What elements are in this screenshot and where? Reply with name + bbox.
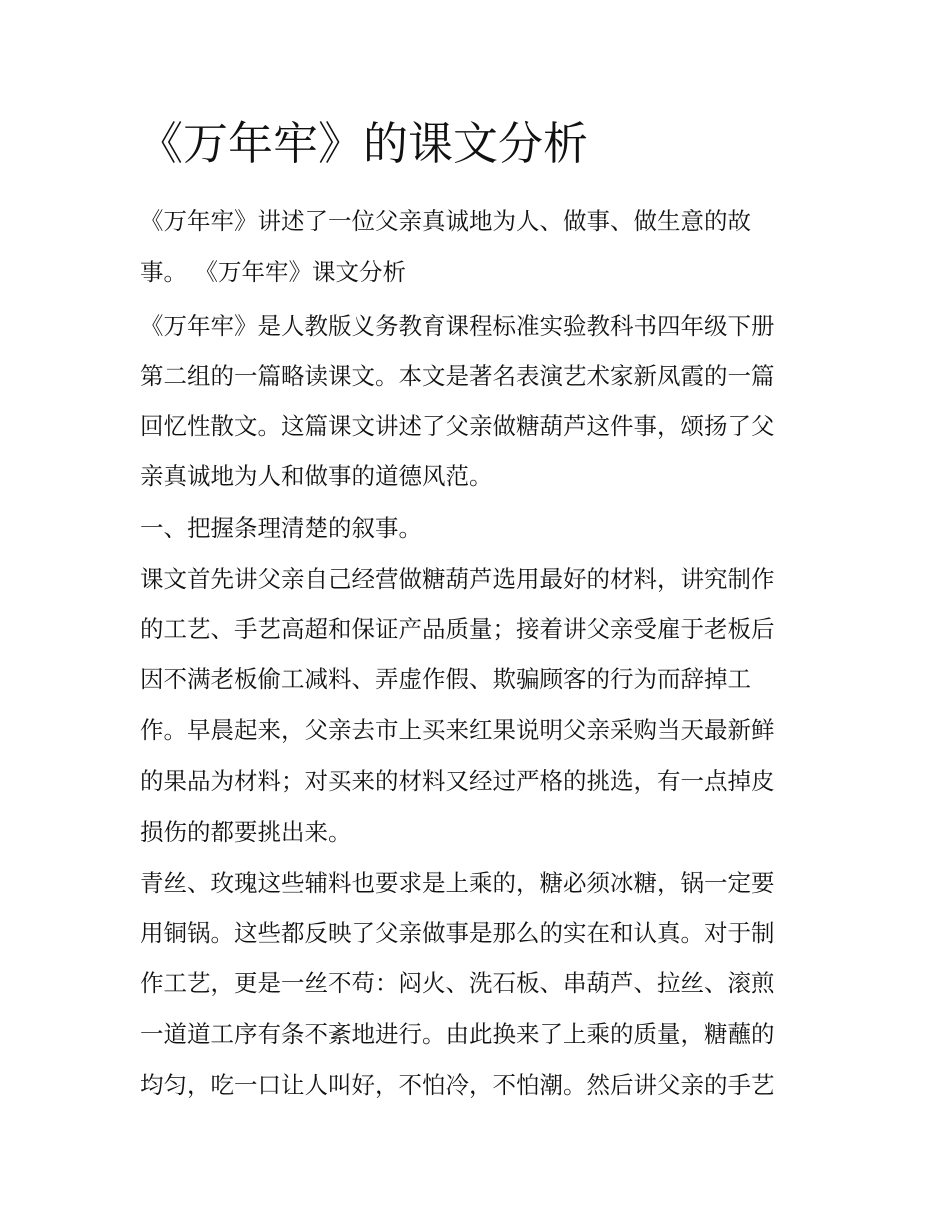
paragraph-line: 第二组的一篇略读课文。本文是著名表演艺术家新凤霞的一篇 [140,362,775,390]
paragraph-line: 回忆性散文。这篇课文讲述了父亲做糖葫芦这件事，颂扬了父 [140,412,775,440]
paragraph-line: 青丝、玫瑰这些辅料也要求是上乘的，糖必须冰糖，锅一定要 [140,869,775,897]
paragraph-line: 损伤的都要挑出来。 [140,818,352,846]
paragraph-line: 《万年牢》是人教版义务教育课程标准实验教科书四年级下册 [140,312,775,340]
paragraph-line: 用铜锅。这些都反映了父亲做事是那么的实在和认真。对于制 [140,919,775,947]
paragraph-line: 的果品为材料；对买来的材料又经过严格的挑选，有一点掉皮 [140,767,775,795]
section-heading: 一、把握条理清楚的叙事。 [140,514,422,542]
paragraph-line: 《万年牢》讲述了一位父亲真诚地为人、做事、做生意的故 [140,207,751,235]
paragraph-line: 作。早晨起来，父亲去市上买来红果说明父亲采购当天最新鲜 [140,716,775,744]
paragraph-line: 的工艺、手艺高超和保证产品质量；接着讲父亲受雇于老板后 [140,615,775,643]
paragraph-line: 一道道工序有条不紊地进行。由此换来了上乘的质量，糖蘸的 [140,1020,775,1048]
paragraph-line: 因不满老板偷工减料、弄虚作假、欺骗顾客的行为而辞掉工 [140,665,751,693]
document-title: 《万年牢》的课文分析 [138,117,589,170]
paragraph-line: 亲真诚地为人和做事的道德风范。 [140,462,493,490]
paragraph-line: 作工艺，更是一丝不苟：闷火、洗石板、串葫芦、拉丝、滚煎 [140,969,775,997]
paragraph-line: 事。 《万年牢》课文分析 [140,258,406,286]
paragraph-line: 均匀，吃一口让人叫好，不怕冷，不怕潮。然后讲父亲的手艺 [140,1071,775,1099]
paragraph-line: 课文首先讲父亲自己经营做糖葫芦选用最好的材料，讲究制作 [140,565,775,593]
